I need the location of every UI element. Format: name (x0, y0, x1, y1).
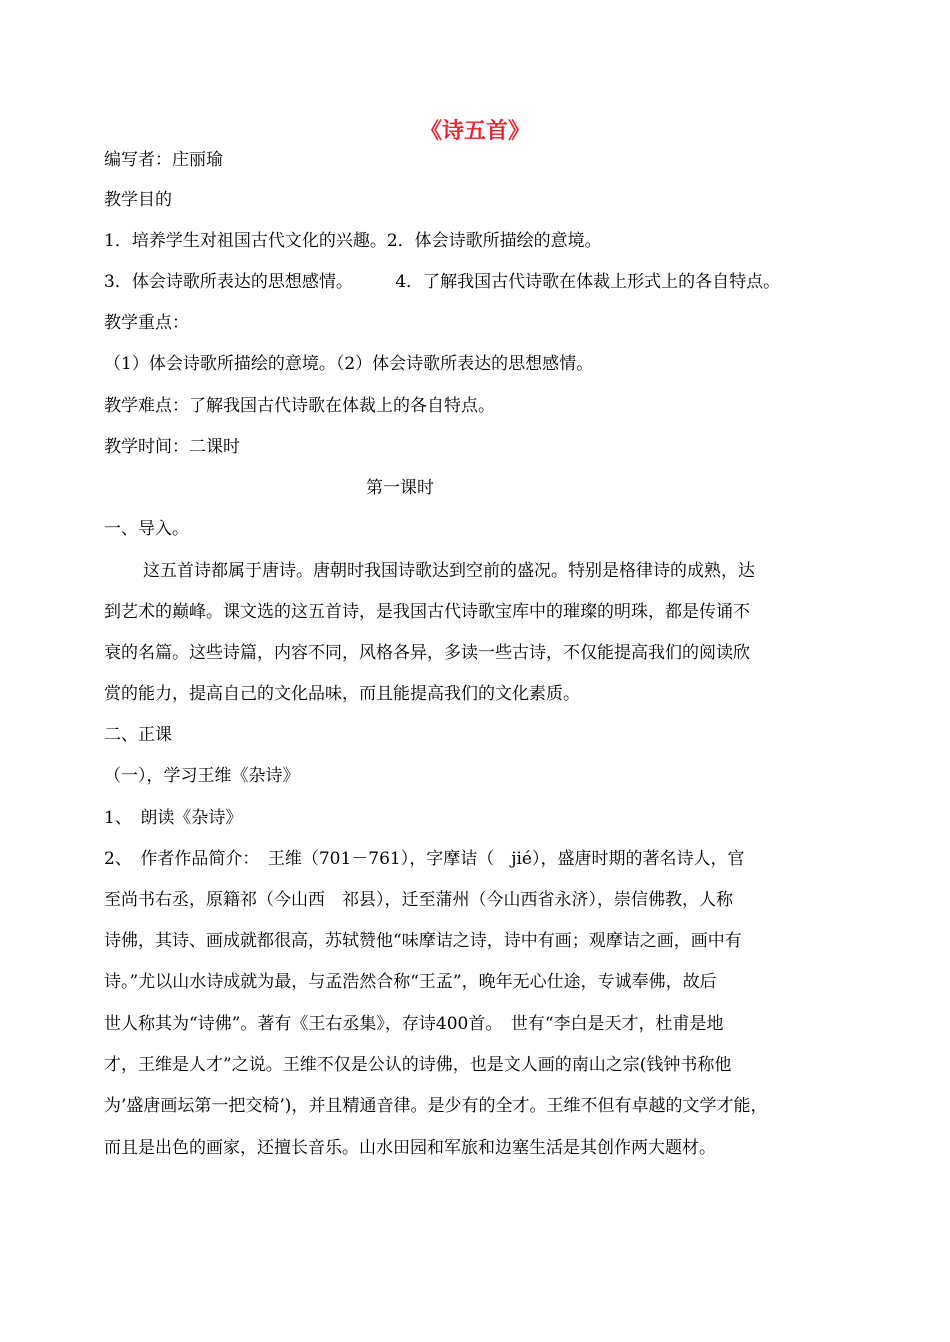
author-paragraph-line: 2、 作者作品简介： 王维（701－761），字摩诘（ jié），盛唐时期的著名诗人，官 (104, 849, 745, 869)
objectives-line-2: 3．体会诗歌所表达的思想感情。 4．了解我国古代诗歌在体裁上形式上的各自特点。 (104, 272, 781, 292)
intro-paragraph-line: 赏的能力，提高自己的文化品味，而且能提高我们的文化素质。 (104, 684, 580, 704)
teaching-time-line: 教学时间：二课时 (104, 437, 240, 457)
objectives-heading: 教学目的 (104, 190, 172, 210)
author-paragraph-line: 诗佛，其诗、画成就都很高，苏轼赞他“味摩诘之诗，诗中有画；观摩诘之画，画中有 (104, 931, 742, 951)
section2-heading: 二、正课 (104, 725, 172, 745)
author-paragraph-line: 而且是出色的画家，还擅长音乐。山水田园和军旅和边塞生活是其创作两大题材。 (104, 1138, 716, 1158)
intro-paragraph-line: 这五首诗都属于唐诗。唐朝时我国诗歌达到空前的盛况。特别是格律诗的成熟，达 (143, 561, 755, 581)
author-paragraph-line: 世人称其为“诗佛”。著有《王右丞集》，存诗400首。 世有“李白是天才，杜甫是地 (104, 1014, 724, 1034)
document-title: 《诗五首》 (419, 119, 530, 144)
author-paragraph-line: 为’盛唐画坛第一把交椅’)，并且精通音律。是少有的全才。王维不但有卓越的文学才能， (104, 1096, 768, 1116)
objectives-line-1: 1．培养学生对祖国古代文化的兴趣。2．体会诗歌所描绘的意境。 (104, 231, 602, 251)
difficulty-line: 教学难点：了解我国古代诗歌在体裁上的各自特点。 (104, 396, 495, 416)
sub1-heading: （一），学习王维《杂诗》 (104, 766, 300, 786)
author-line: 编写者：庄丽瑜 (104, 150, 223, 170)
author-paragraph-line: 至尚书右丞，原籍祁（今山西 祁县），迁至蒲州（今山西省永济），崇信佛教，人称 (104, 890, 733, 910)
item-1: 1、 朗读《杂诗》 (104, 808, 243, 828)
intro-paragraph-line: 到艺术的巅峰。课文选的这五首诗，是我国古代诗歌宝库中的璀璨的明珠，都是传诵不 (104, 602, 750, 622)
intro-paragraph-line: 衰的名篇。这些诗篇，内容不同，风格各异，多读一些古诗，不仅能提高我们的阅读欣 (104, 643, 750, 663)
section1-heading: 一、导入。 (104, 519, 189, 539)
key-points-line: （1）体会诗歌所描绘的意境。（2）体会诗歌所表达的思想感情。 (104, 354, 594, 374)
author-paragraph-line: 诗。”尤以山水诗成就为最，与孟浩然合称“王孟”，晚年无心仕途，专诚奉佛，故后 (104, 972, 717, 992)
lesson-heading: 第一课时 (366, 478, 434, 498)
key-points-heading: 教学重点： (104, 313, 189, 333)
author-paragraph-line: 才，王维是人才”之说。王维不仅是公认的诗佛，也是文人画的南山之宗(钱钟书称他 (104, 1055, 732, 1075)
